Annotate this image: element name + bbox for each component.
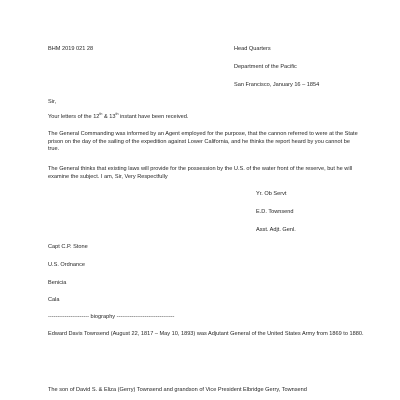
paragraph-1-sup-2: th — [115, 112, 119, 117]
biography-paragraph-1: Edward Davis Townsend (August 22, 1817 – May 10, 1893) was Adjutant General of the United States Army from 1869 to 1880. — [48, 331, 364, 337]
paragraph-1-after: instant have been received. — [118, 114, 189, 120]
document-reference: BHM 2019 021 28 — [48, 46, 94, 52]
signature-closing: Yr. Ob Servt — [256, 191, 287, 197]
header-line-1: Head Quarters — [234, 46, 271, 52]
paragraph-2: The General Commanding was informed by an Agent employed for the purpose, that the cannon referred to were at the State prison on the day of the sailing of the expedition against Lower California, and he thinks the report heard by you cannot be true. — [48, 131, 358, 153]
paragraph-3: The General thinks that existing laws will provide for the possession by the U.S. of the water front of the reserve, but he will examine the subject. I am, Sir, Very Respectfully — [48, 166, 353, 180]
signature-name: E.D. Townsend — [256, 209, 294, 215]
paragraph-1 — [48, 114, 188, 122]
address-line-1: Capt C.P. Stone — [48, 244, 88, 250]
header-line-2: Department of the Pacific — [234, 64, 297, 70]
biography-divider: ---------------------- biography ------------------------------- — [48, 314, 175, 320]
biography-paragraph-2: The son of David S. & Eliza (Gerry) Townsend and grandson of Vice President Elbridge Gerry, Townsend — [48, 387, 307, 393]
paragraph-1-middle: & 13 — [102, 114, 116, 120]
header-date: San Francisco, January 16 – 1854 — [234, 82, 320, 88]
paragraph-1-sup-1: th — [99, 112, 103, 117]
address-line-4: Cala — [48, 297, 60, 303]
address-line-2: U.S. Ordnance — [48, 262, 85, 268]
signature-title: Asst. Adjt. Genl. — [256, 227, 296, 233]
address-line-3: Benicia — [48, 280, 67, 286]
paragraph-1-before: Your letters of the 12 — [48, 114, 100, 120]
salutation: Sir, — [48, 99, 57, 105]
